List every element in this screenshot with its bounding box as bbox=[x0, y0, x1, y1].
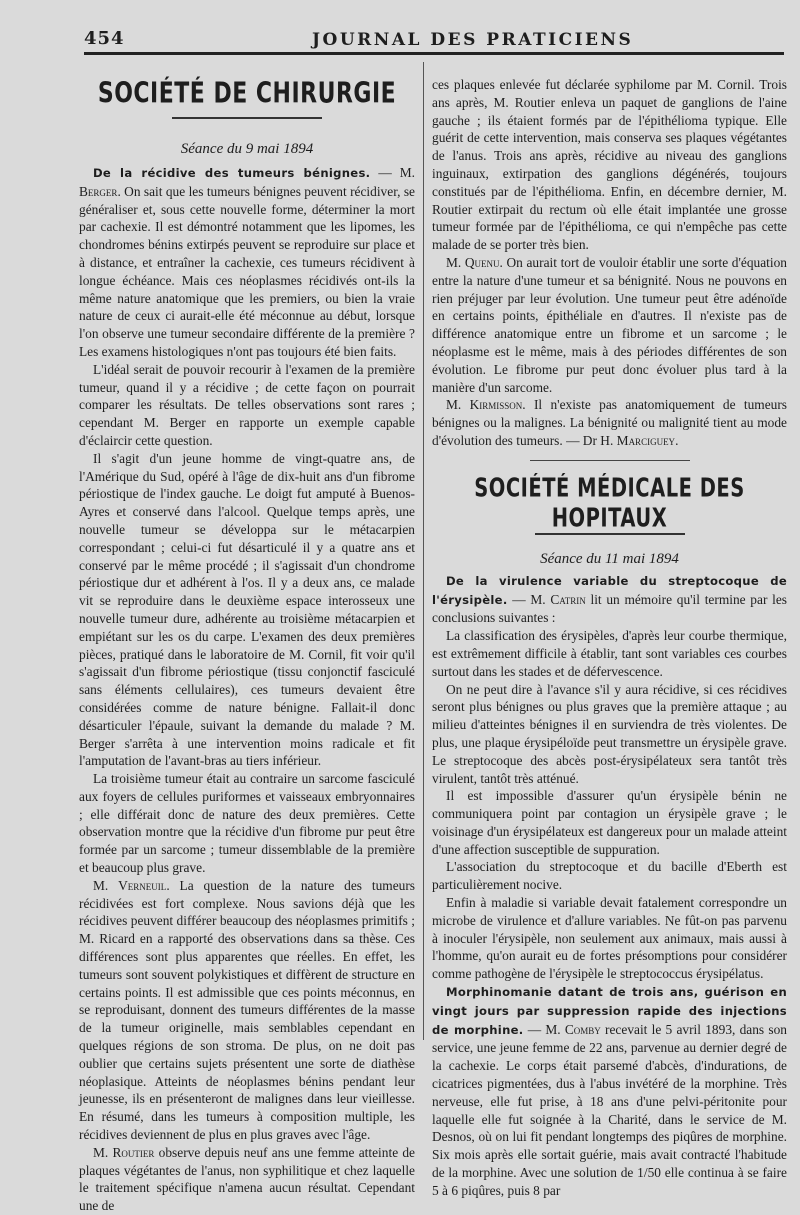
text-run: — M. bbox=[523, 1021, 565, 1037]
header-rule bbox=[84, 52, 784, 55]
paragraph: Il est impossible d'assurer qu'un érysipèle bénin ne communiquera point par contagion un érysipèle grave ; le voisinage d'un érysipélateux est dangereux pour un malade atteint d'une affection susceptible de suppuration. bbox=[432, 788, 787, 857]
left-column bbox=[79, 66, 415, 1215]
rubric-title: De la récidive des tumeurs bénignes. bbox=[93, 166, 371, 180]
text-run: . Il n'existe pas anatomiquement de tumeurs bénignes ou la malignes. La bénignité ou malignité tient au mode d'évolution des tumeurs. — Dr H. bbox=[432, 397, 788, 448]
paragraph: L'association du streptocoque et du bacille d'Eberth est particulièrement nocive. bbox=[432, 859, 787, 893]
seance-date: Séance du 9 mai 1894 bbox=[180, 141, 314, 157]
text-run: — M. bbox=[507, 591, 551, 607]
text-run: lit un mémoire qu'il termine par les conclusions suivantes : bbox=[432, 591, 787, 626]
text-run: M. bbox=[446, 254, 465, 270]
text-run: . bbox=[675, 432, 679, 448]
paragraph: La classification des érysipèles, d'après leur courbe thermique, est extrêmement difficile à établir, tant sont variables ces courbes surtout dans les stades et de défervescence. bbox=[432, 628, 787, 679]
paragraph bbox=[79, 1144, 415, 1215]
page-header bbox=[84, 28, 774, 50]
text-run: M. bbox=[93, 1144, 113, 1160]
text-run: recevait le 5 avril 1893, dans son service, une jeune femme de 22 ans, parvenue au dernier degré de la cachexie. Le corps était parsemé d'abcès, d'indurations, de cicatrices pigmentées, dus à l'abus invétéré de la morphine. Très nerveuse, elle fut prise, à 18 ans d'une pelvi-péritonite pour laquelle elle fut soignée à la Charité, dans le service de M. Desnos, où on lui fit pendant longtemps des piqûres de morphine. Six mois après elle sortait guérie, mais avait contracté l'habitude de la morphine. Avec une solution de 1/50 elle continua à se faire 5 à 6 piqûres, puis 8 par bbox=[432, 1021, 787, 1198]
text-run: observe depuis neuf ans une femme atteinte de plaques végétantes de l'anus, non syphilitique et chez laquelle le traitement spécifique n'amena aucun résultat. Cependant une de bbox=[79, 1144, 415, 1214]
paragraph bbox=[79, 164, 415, 361]
right-column bbox=[432, 76, 787, 1200]
section-title-chirurgie: SOCIÉTÉ DE CHIRURGIE bbox=[97, 78, 397, 111]
paragraph: On ne peut dire à l'avance s'il y aura récidive, si ces récidives seront plus bénignes ou plus graves que la première attaque ; au milieu d'atteintes bénignes il en surviendra de très violentes. De plus, une plaque érysipéloïde peut transmettre un érysipèle grave. Le streptocoque des abcès post-érysipélateux sera tantôt très virulent, tantôt très atténué. bbox=[432, 681, 787, 786]
paragraph: Il s'agit d'un jeune homme de vingt-quatre ans, de l'Amérique du Sud, opéré à l'âge de dix-huit ans d'un fibrome périostique de l'index gauche. Le doigt fut amputé à Buenos-Ayres et conservé dans l'alcool. Quelque temps après, une nouvelle tumeur se développa sur le métacarpien correspondant ; celui-ci fut désarticulé il y a quatre ans et conservé par le même procédé ; il s'agissait d'un chondrome périostique dur et adhérent à l'os. Il y a deux ans, ce malade vit se reproduire dans le deuxième espace interosseux une nouvelle tumeur dure, adhérente au troisième métacarpien et empiétant sur les os du carpe. L'examen des deux premières pièces, pratiqué dans le laboratoire de M. Cornil, fit voir qu'il s'agissait d'un fibrome périostique (tissu conjonctif fasciculé sans éléments cellulaires), ces tumeurs devaient être considérées comme de nature bénigne. Fallait-il donc désarticuler l'épaule, suivant la demande du malade ? M. Berger s'arrêta à une intervention moins radicale et fit l'amputation de l'avant-bras au tiers inférieur. bbox=[79, 450, 415, 769]
paragraph bbox=[432, 572, 787, 627]
speaker-name: Comby bbox=[564, 1021, 601, 1037]
seance-date: Séance du 11 mai 1894 bbox=[540, 550, 679, 567]
column-divider bbox=[423, 62, 424, 1040]
section-title-hopitaux: SOCIÉTÉ MÉDICALE DES HOPITAUX bbox=[474, 472, 745, 533]
paragraph bbox=[432, 396, 787, 449]
speaker-name: Catrin bbox=[550, 591, 586, 607]
speaker-name: Verneuil bbox=[118, 877, 167, 893]
paragraph bbox=[432, 983, 787, 1200]
section-separator bbox=[530, 460, 690, 461]
speaker-name: Routier bbox=[112, 1144, 155, 1160]
section-rule bbox=[172, 117, 322, 119]
paragraph: L'idéal serait de pouvoir recourir à l'examen de la première tumeur, quand il y a récidive ; de cette façon on pourrait comparer les résultats. De telles observations sont rares ; cependant M. Berger en rapporte un exemple capable d'éclaircir cette question. bbox=[79, 361, 415, 448]
page-number: 454 bbox=[84, 28, 125, 49]
speaker-name: Quenu bbox=[464, 254, 500, 270]
text-run: . On sait que les tumeurs bénignes peuvent récidiver, se généraliser et, sous cette nouvelle forme, déterminer la mort par cachexie. Il est démontré notamment que les lipomes, les chondromes bénins extirpés peuvent se reproduire sur place et à distance, et entraîner la cachexie, ces tumeurs récidivent à longue échéance. Mais ces néoplasmes récidivés ont-ils la même nature anatomique que les premiers, ou bien la vraie nature de ceux ci aurait-elle été méconnue au début, lorsque l'on observe une tumeur secondaire différente de la première ? Les examens histologiques n'ont pas toujours été bien faits. bbox=[79, 183, 415, 359]
rubric-title: Morphinomanie datant de trois ans, guérison en vingt jours par suppression rapide des injections de morphine. bbox=[432, 985, 787, 1037]
paragraph bbox=[79, 877, 415, 1144]
text-run: M. bbox=[93, 877, 119, 893]
text-run: M. bbox=[446, 397, 470, 413]
text-run: — M. bbox=[370, 165, 415, 180]
speaker-name: Kirmisson bbox=[469, 397, 523, 413]
speaker-name: Berger bbox=[79, 183, 118, 199]
paragraph: Enfin à maladie si variable devait fatalement correspondre un microbe de virulence et d'allure variables. Ne fût-on pas parvenu à inoculer l'érysipèle, non seulement aux animaux, mais aussi à l'homme, qu'on aurait eu de fortes présomptions pour considérer comme pathogène de l'érysipèle le streptococcus érysipélatus. bbox=[432, 895, 787, 982]
journal-title: JOURNAL DES PRATICIENS bbox=[312, 30, 634, 50]
text-run: . On aurait tort de vouloir établir une sorte d'équation entre la nature d'une tumeur et sa bénignité. Nous ne pouvons en rien préjuger par leur évolution. Une tumeur peut être adénoïde en certains points, épithéliale en d'autres. Il n'existe pas de différence anatomique entre un fibrome et un sarcome ; le néoplasme est le même, mais à des périodes différentes de son évolution. Le fibrome pur peut donc évoluer plus tard à la manière d'un sarcome. bbox=[432, 254, 787, 395]
section-rule bbox=[535, 533, 685, 535]
paragraph: ces plaques enlevée fut déclarée syphilome par M. Cornil. Trois ans après, M. Routier enleva un paquet de ganglions de l'aine gauche ; ils étaient formés par de l'épithélioma typique. Elle guérit de cette intervention, mais conserva ses plaques végétantes de l'anus. Trois ans après, récidive au niveau des ganglions inguinaux, extirpation des ganglions dégénérés, toujours constitués par de l'épithélioma. Enfin, en décembre dernier, M. Routier extirpait du rectum où elle était implantée une grosse tumeur formée par de l'épithélioma, ce qui n'empêche pas cette malade de se porter très bien. bbox=[432, 77, 787, 253]
paragraph: La troisième tumeur était au contraire un sarcome fasciculé aux foyers de cellules puriformes et vaisseaux embryonnaires ; elle différait donc de nature des deux premières. Cette observation montre que la récidive d'un fibrome pur peut être formée par un sarcome ; tumeur dissemblable de la première et beaucoup plus grave. bbox=[79, 771, 415, 876]
rubric-title: De la virulence variable du streptocoque de l'érysipèle. bbox=[432, 573, 787, 607]
paragraph bbox=[432, 254, 787, 396]
text-run: . La question de la nature des tumeurs récidivées est fort complexe. Nous savions déjà que les récidives peuvent différer beaucoup des néoplasmes primitifs ; M. Ricard en a rapporté des observations dans sa thèse. Ces différences sont plus apparentes que réelles. En effet, les tumeurs sont souvent polykistiques et diffèrent de structure en certains points. Il est admissible que ces points méconnus, en se reproduisant, donnent des tumeurs différentes de la masse de la tumeur originelle, mais semblables cependant en quelques régions de son stroma. De plus, on ne doit pas oublier que certains sujets présentent une sorte de diathèse néoplasique. Atteints de néoplasmes bénins pendant leur jeunesse, ils en présenteront de malignes dans leur vieillesse. En résumé, dans les tumeurs à composition multiple, les récidives deviennent de plus en plus graves avec l'âge. bbox=[79, 877, 416, 1143]
author-signature: Marciguey bbox=[616, 432, 676, 448]
